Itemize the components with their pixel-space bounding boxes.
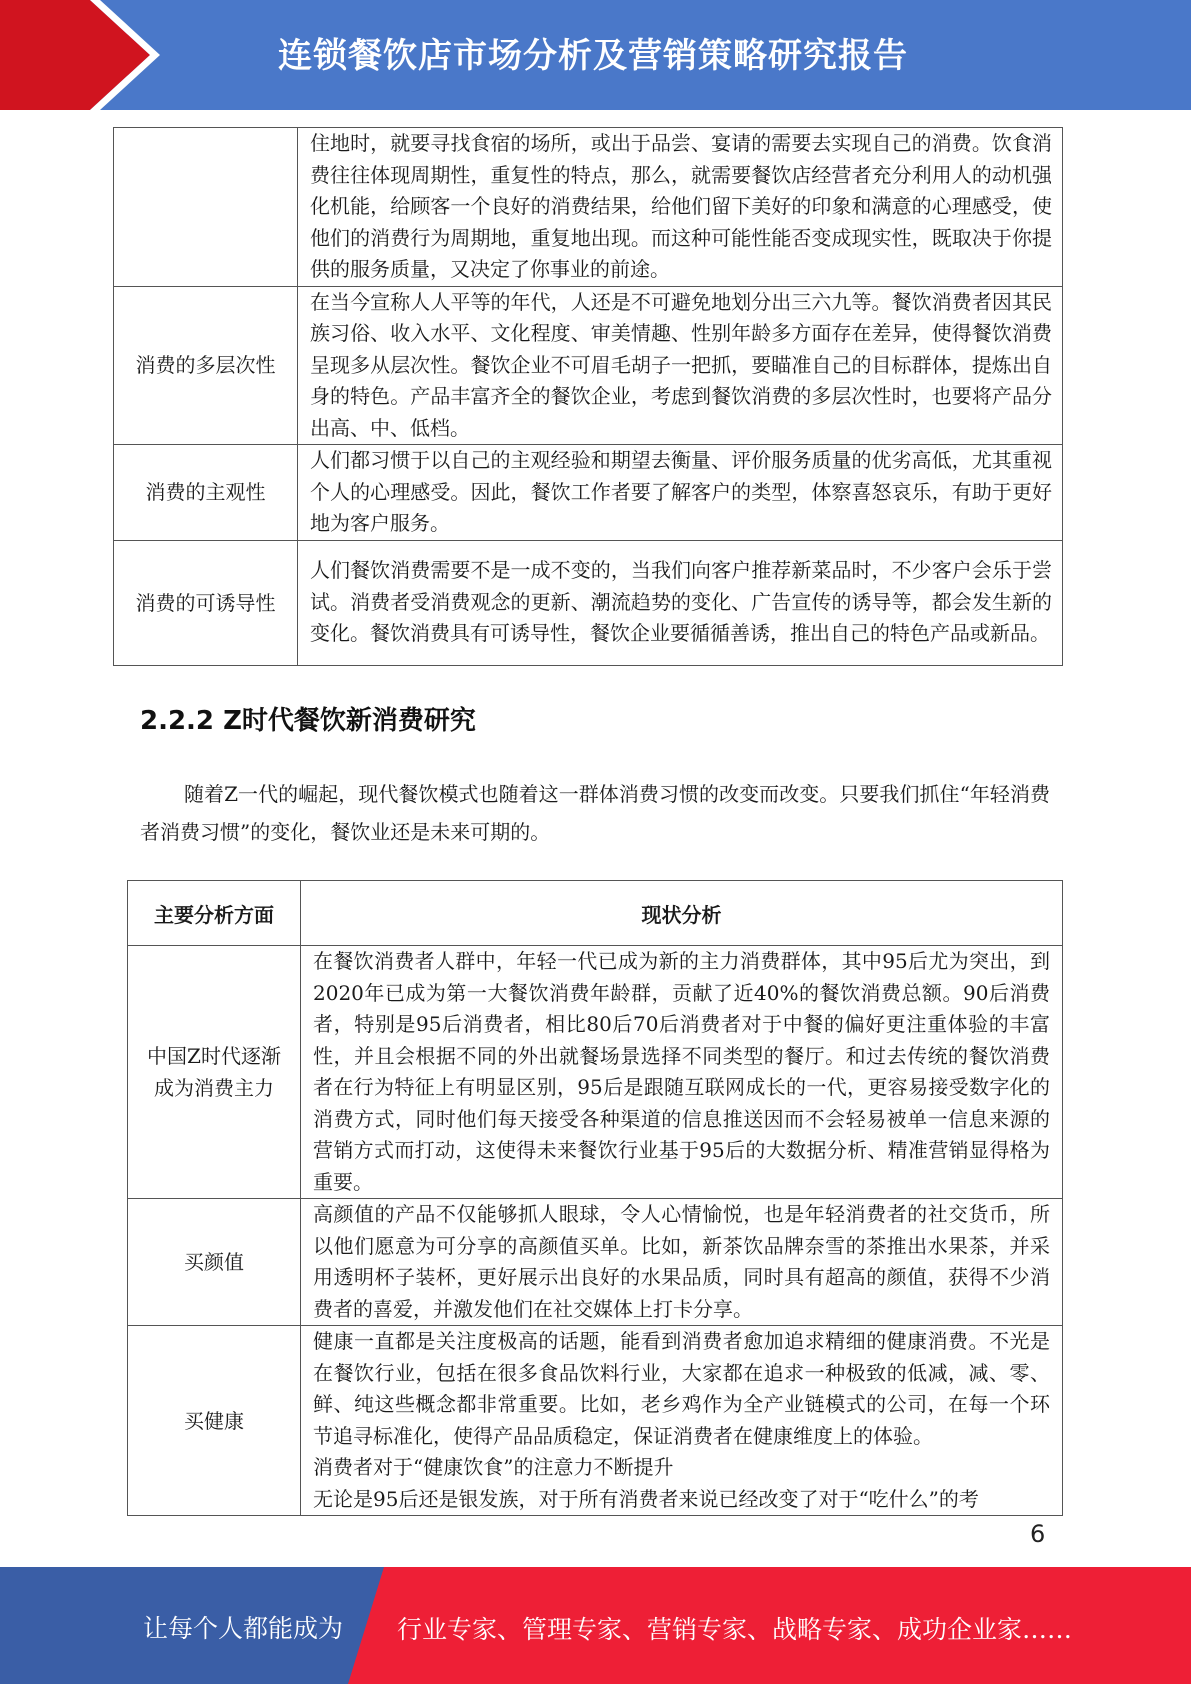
table-row — [128, 946, 1063, 1199]
z-generation-analysis-table — [127, 880, 1063, 1516]
row-label: 买健康 — [128, 1326, 301, 1516]
column-header: 主要分析方面 — [128, 881, 301, 946]
consumption-traits-table — [113, 127, 1063, 666]
row-text-cell — [301, 1326, 1063, 1516]
section-paragraph: 随着Z一代的崛起，现代餐饮模式也随着这一群体消费习惯的改变而改变。只要我们抓住“年轻消费者消费习惯”的变化，餐饮业还是未来可期的。 — [140, 782, 1050, 844]
row-text-line: 消费者对于“健康饮食”的注意力不断提升 — [313, 1455, 674, 1479]
table-row — [128, 1326, 1063, 1516]
row-label — [114, 128, 298, 287]
row-label: 消费的可诱导性 — [114, 540, 298, 665]
table-row — [114, 128, 1063, 287]
row-label: 中国Z时代逐渐成为消费主力 — [128, 946, 301, 1199]
table-row — [114, 540, 1063, 665]
page-number: 6 — [1030, 1520, 1046, 1548]
row-text: 人们都习惯于以自己的主观经验和期望去衡量、评价服务质量的优劣高低，尤其重视个人的心理感受。因此，餐饮工作者要了解客户的类型，体察喜怒哀乐，有助于更好地为客户服务。 — [298, 445, 1063, 541]
table-row — [128, 1199, 1063, 1326]
footer-slogan-left: 让每个人都能成为 — [143, 1614, 344, 1643]
row-label: 消费的主观性 — [114, 445, 298, 541]
table-row — [114, 445, 1063, 541]
row-text: 在当今宣称人人平等的年代，人还是不可避免地划分出三六九等。餐饮消费者因其民族习俗、收入水平、文化程度、审美情趣、性别年龄多方面存在差异，使得餐饮消费呈现多从层次性。餐饮企业不可眉毛胡子一把抓，要瞄准自己的目标群体，提炼出自身的特色。产品丰富齐全的餐饮企业，考虑到餐饮消费的多层次性时，也要将产品分出高、中、低档。 — [298, 286, 1063, 445]
row-text: 人们餐饮消费需要不是一成不变的，当我们向客户推荐新菜品时，不少客户会乐于尝试。消费者受消费观念的更新、潮流趋势的变化、广告宣传的诱导等，都会发生新的变化。餐饮消费具有可诱导性，餐饮企业要循循善诱，推出自己的特色产品或新品。 — [298, 540, 1063, 665]
footer-slogan-right: 行业专家、管理专家、营销专家、战略专家、成功企业家…… — [397, 1615, 1073, 1644]
table-row — [114, 286, 1063, 445]
row-text: 高颜值的产品不仅能够抓人眼球，令人心情愉悦，也是年轻消费者的社交货币，所以他们愿意为可分享的高颜值买单。比如，新茶饮品牌奈雪的茶推出水果茶，并采用透明杯子装杯，更好展示出良好的水果品质，同时具有超高的颜值，获得不少消费者的喜爱，并激发他们在社交媒体上打卡分享。 — [301, 1199, 1063, 1326]
table-header-row — [128, 881, 1063, 946]
section-heading: 2.2.2 Z时代餐饮新消费研究 — [140, 706, 476, 736]
row-text: 健康一直都是关注度极高的话题，能看到消费者愈加追求精细的健康消费。不光是在餐饮行业，包括在很多食品饮料行业，大家都在追求一种极致的低减，减、零、鲜、纯这些概念都非常重要。比如，老乡鸡作为全产业链模式的公司，在每一个环节追寻标准化，使得产品品质稳定，保证消费者在健康维度上的体验。 — [313, 1329, 1050, 1448]
row-label: 消费的多层次性 — [114, 286, 298, 445]
row-label: 买颜值 — [128, 1199, 301, 1326]
row-text: 在餐饮消费者人群中，年轻一代已成为新的主力消费群体，其中95后尤为突出，到2020年已成为第一大餐饮消费年龄群，贡献了近40%的餐饮消费总额。90后消费者，特别是95后消费者，相比80后70后消费者对于中餐的偏好更注重体验的丰富性，并且会根据不同的外出就餐场景选择不同类型的餐厅。和过去传统的餐饮消费者在行为特征上有明显区别，95后是跟随互联网成长的一代，更容易接受数字化的消费方式，同时他们每天接受各种渠道的信息推送因而不会轻易被单一信息来源的营销方式而打动，这使得未来餐饮行业基于95后的大数据分析、精准营销显得格为重要。 — [301, 946, 1063, 1199]
row-text: 住地时，就要寻找食宿的场所，或出于品尝、宴请的需要去实现自己的消费。饮食消费往往体现周期性，重复性的特点，那么，就需要餐饮店经营者充分利用人的动机强化机能，给顾客一个良好的消费结果，给他们留下美好的印象和满意的心理感受，使他们的消费行为周期地，重复地出现。而这种可能性能否变成现实性，既取决于你提供的服务质量，又决定了你事业的前途。 — [298, 128, 1063, 287]
row-text-line: 无论是95后还是银发族，对于所有消费者来说已经改变了对于“吃什么”的考 — [313, 1486, 979, 1511]
page-header — [0, 0, 1191, 110]
column-header: 现状分析 — [301, 881, 1063, 946]
report-title: 连锁餐饮店市场分析及营销策略研究报告 — [278, 36, 908, 76]
page-footer — [0, 1567, 1191, 1684]
